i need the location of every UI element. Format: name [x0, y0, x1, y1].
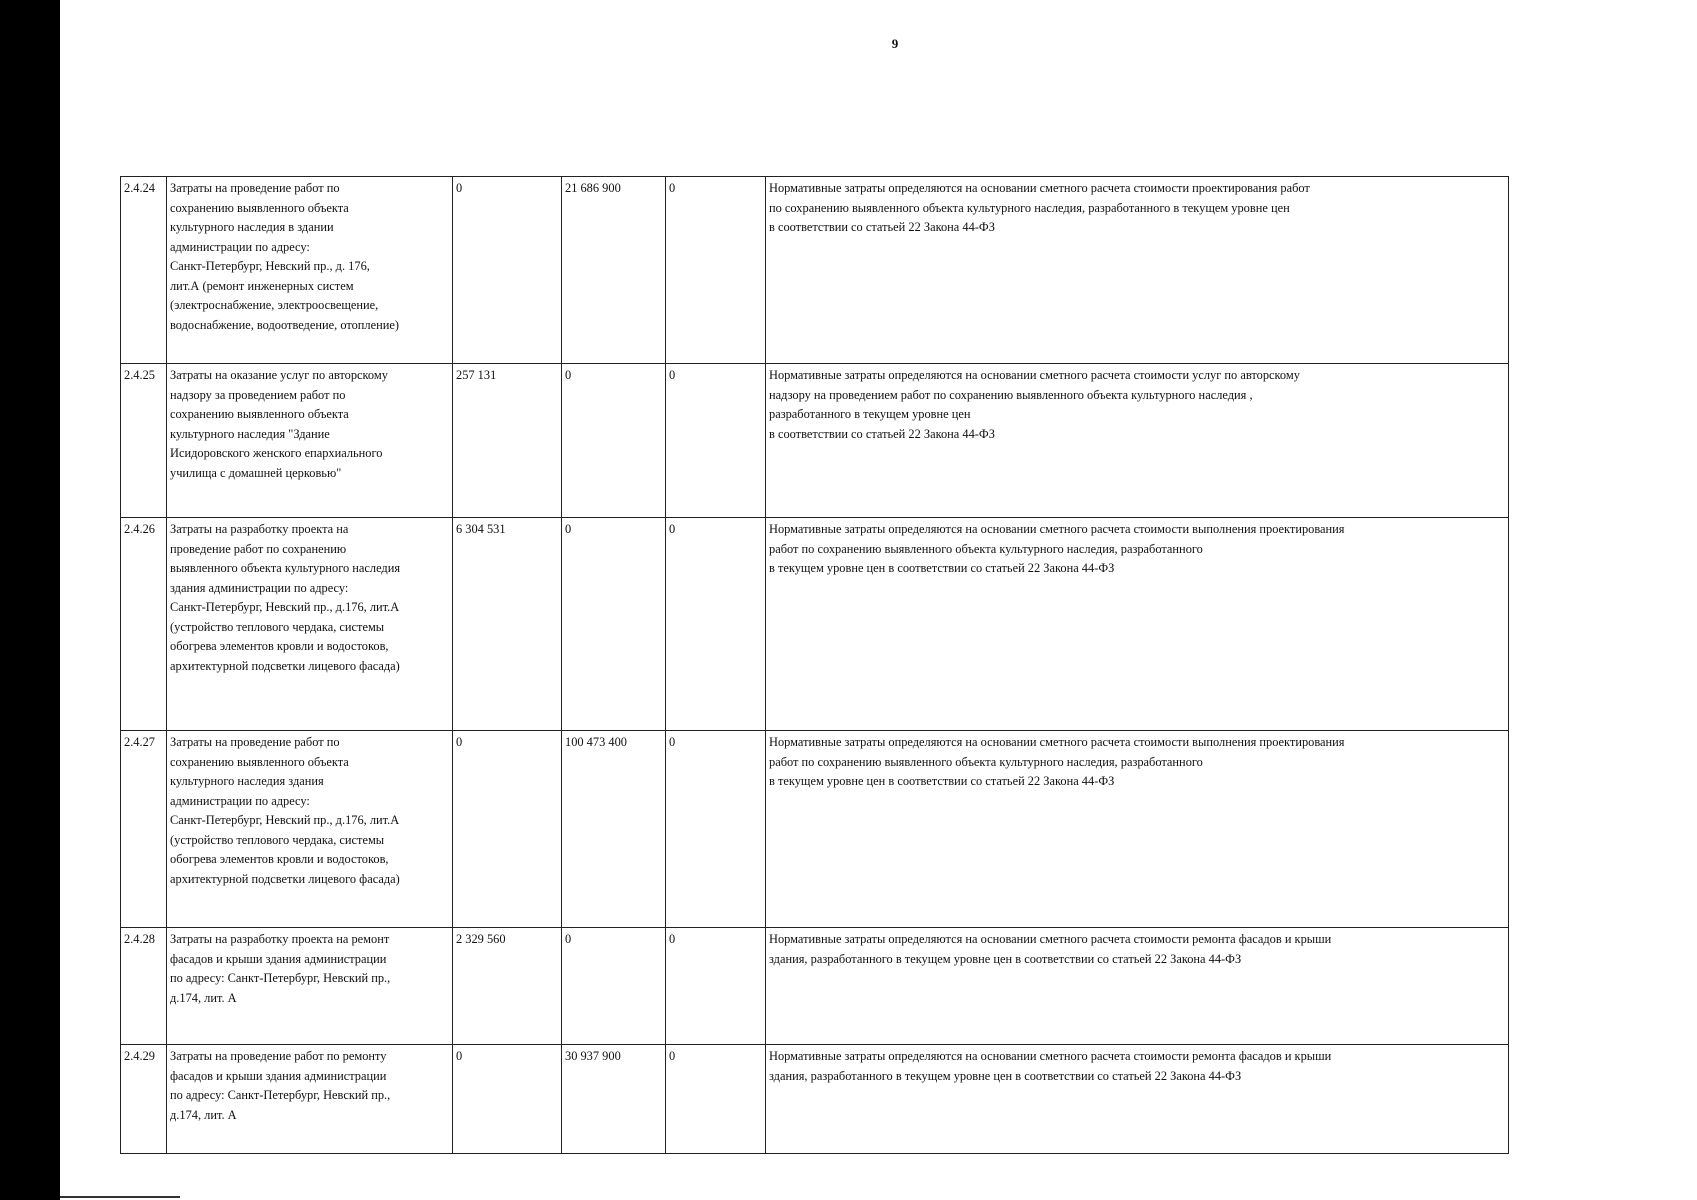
- table-row: [121, 1045, 1509, 1154]
- calculation-note: Нормативные затраты определяются на основании сметного расчета стоимости проектирования работ по сохранению выявленного объекта культурного наследия, разработанного в текущем уровне цен в соответствии со статьей 22 Закона 44-ФЗ: [766, 177, 1509, 364]
- row-number: 2.4.27: [121, 731, 167, 928]
- value-year-2: 21 686 900: [562, 177, 666, 364]
- value-year-1: 2 329 560: [453, 928, 562, 1045]
- value-year-3: 0: [666, 731, 766, 928]
- cost-item-name: Затраты на проведение работ по сохранению выявленного объекта культурного наследия в здании администрации по адресу: Санкт-Петербург, Невский пр., д. 176, лит.А (ремонт инженерных систем (электроснабжение, электроосвещение, водоснабжение, водоотведение, отопление): [167, 177, 453, 364]
- cost-item-name: Затраты на проведение работ по сохранению выявленного объекта культурного наследия здания администрации по адресу: Санкт-Петербург, Невский пр., д.176, лит.А (устройство теплового чердака, системы обогрева элементов кровли и водостоков, архитектурной подсветки лицевого фасада): [167, 731, 453, 928]
- value-year-1: 257 131: [453, 364, 562, 518]
- value-year-1: 0: [453, 1045, 562, 1154]
- calculation-note: Нормативные затраты определяются на основании сметного расчета стоимости ремонта фасадов и крыши здания, разработанного в текущем уровне цен в соответствии со статьей 22 Закона 44-ФЗ: [766, 1045, 1509, 1154]
- scan-border: [0, 0, 60, 1200]
- calculation-note: Нормативные затраты определяются на основании сметного расчета стоимости ремонта фасадов и крыши здания, разработанного в текущем уровне цен в соответствии со статьей 22 Закона 44-ФЗ: [766, 928, 1509, 1045]
- value-year-2: 100 473 400: [562, 731, 666, 928]
- value-year-3: 0: [666, 928, 766, 1045]
- value-year-1: 0: [453, 177, 562, 364]
- value-year-3: 0: [666, 177, 766, 364]
- scan-artifact-line: [60, 1196, 180, 1198]
- value-year-2: 0: [562, 928, 666, 1045]
- row-number: 2.4.29: [121, 1045, 167, 1154]
- cost-item-name: Затраты на разработку проекта на ремонт фасадов и крыши здания администрации по адресу: Санкт-Петербург, Невский пр., д.174, лит. А: [167, 928, 453, 1045]
- table-row: [121, 731, 1509, 928]
- cost-item-name: Затраты на разработку проекта на проведение работ по сохранению выявленного объекта культурного наследия здания администрации по адресу: Санкт-Петербург, Невский пр., д.176, лит.А (устройство теплового чердака, системы обогрева элементов кровли и водостоков, архитектурной подсветки лицевого фасада): [167, 518, 453, 731]
- calculation-note: Нормативные затраты определяются на основании сметного расчета стоимости выполнения проектирования работ по сохранению выявленного объекта культурного наследия, разработанного в текущем уровне цен в соответствии со статьей 22 Закона 44-ФЗ: [766, 518, 1509, 731]
- cost-item-name: Затраты на проведение работ по ремонту фасадов и крыши здания администрации по адресу: Санкт-Петербург, Невский пр., д.174, лит. А: [167, 1045, 453, 1154]
- page-number: 9: [891, 36, 899, 51]
- value-year-1: 6 304 531: [453, 518, 562, 731]
- row-number: 2.4.26: [121, 518, 167, 731]
- calculation-note: Нормативные затраты определяются на основании сметного расчета стоимости выполнения проектирования работ по сохранению выявленного объекта культурного наследия, разработанного в текущем уровне цен в соответствии со статьей 22 Закона 44-ФЗ: [766, 731, 1509, 928]
- value-year-3: 0: [666, 518, 766, 731]
- calculation-note: Нормативные затраты определяются на основании сметного расчета стоимости услуг по авторскому надзору на проведением работ по сохранению выявленного объекта культурного наследия , разработанного в текущем уровне цен в соответствии со статьей 22 Закона 44-ФЗ: [766, 364, 1509, 518]
- value-year-2: 0: [562, 518, 666, 731]
- value-year-3: 0: [666, 1045, 766, 1154]
- row-number: 2.4.25: [121, 364, 167, 518]
- table-row: [121, 928, 1509, 1045]
- value-year-3: 0: [666, 364, 766, 518]
- table-row: [121, 518, 1509, 731]
- value-year-2: 30 937 900: [562, 1045, 666, 1154]
- row-number: 2.4.24: [121, 177, 167, 364]
- value-year-1: 0: [453, 731, 562, 928]
- row-number: 2.4.28: [121, 928, 167, 1045]
- value-year-2: 0: [562, 364, 666, 518]
- cost-item-name: Затраты на оказание услуг по авторскому надзору за проведением работ по сохранению выявленного объекта культурного наследия "Здание Исидоровского женского епархиального училища с домашней церковью": [167, 364, 453, 518]
- table-row: [121, 177, 1509, 364]
- table-row: [121, 364, 1509, 518]
- cost-table: [120, 176, 1509, 1154]
